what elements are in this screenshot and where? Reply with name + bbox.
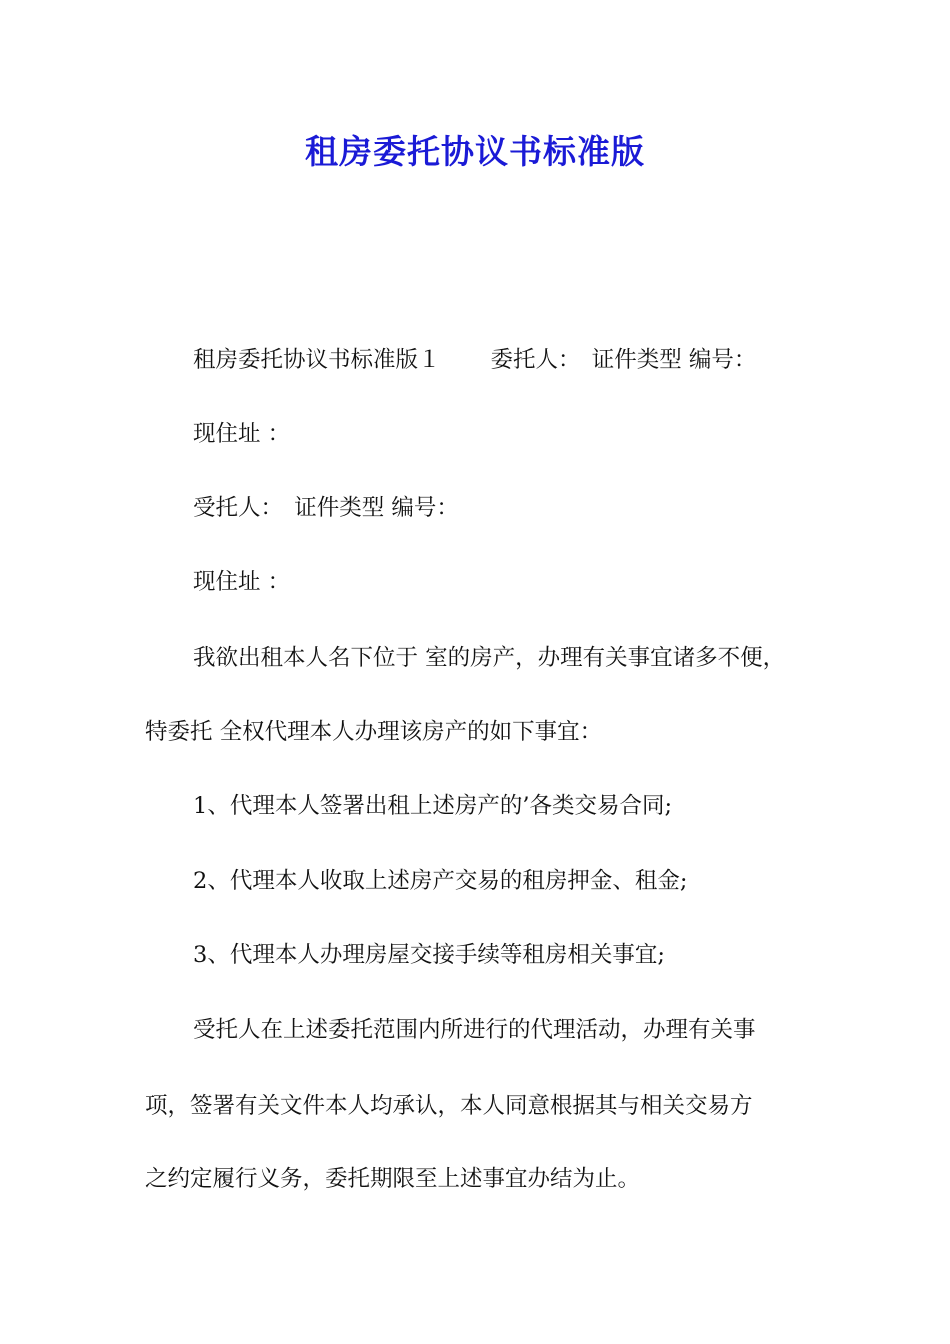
list-item-3: 3、代理本人办理房屋交接手续等租房相关事宜; bbox=[193, 942, 665, 968]
list-item-1: 1、代理本人签署出租上述房产的’各类交易合同; bbox=[193, 793, 673, 819]
list-item-2: 2、代理本人收取上述房产交易的租房押金、租金; bbox=[193, 868, 688, 894]
document-heading-ref: 租房委托协议书标准版１ bbox=[193, 347, 441, 373]
document-title: 租房委托协议书标准版 bbox=[305, 132, 645, 171]
principal-label: 委托人： 证件类型 编号： bbox=[490, 347, 757, 373]
paragraph-line-12: 之约定履行义务，委托期限至上述事宜办结为止。 bbox=[145, 1166, 641, 1192]
paragraph-line-1 bbox=[0, 342, 950, 378]
paragraph-line-11: 项，签署有关文件本人均承认，本人同意根据其与相关交易方 bbox=[145, 1093, 753, 1119]
principal-address-line: 现住址 ： bbox=[193, 421, 291, 447]
agent-label-line: 受托人： 证件类型 编号： bbox=[193, 495, 459, 521]
agent-address-line: 现住址 ： bbox=[193, 569, 291, 595]
paragraph-line-6: 特委托 全权代理本人办理该房产的如下事宜： bbox=[145, 719, 603, 745]
paragraph-line-10: 受托人在上述委托范围内所进行的代理活动，办理有关事 bbox=[193, 1017, 756, 1043]
paragraph-line-5: 我欲出租本人名下位于 室的房产，办理有关事宜诸多不便， bbox=[193, 645, 786, 671]
